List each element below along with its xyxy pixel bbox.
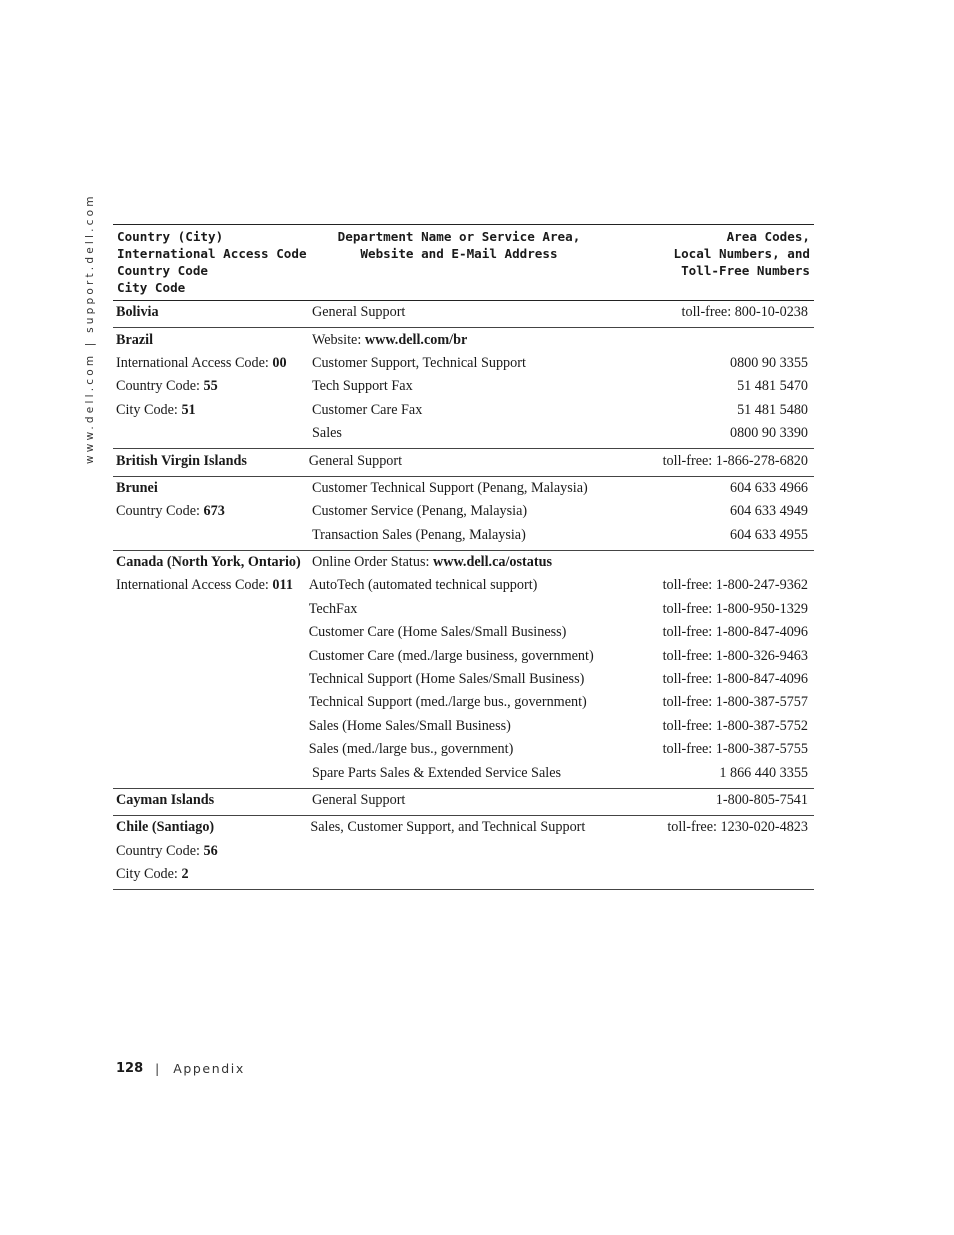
table-row <box>113 328 814 351</box>
footer-separator: | <box>155 1061 160 1076</box>
table-row <box>113 668 814 691</box>
phone-number: toll-free: 1-800-847-4096 <box>662 624 808 641</box>
country-cell <box>113 355 312 372</box>
table-row <box>113 598 814 621</box>
country-label: Brazil <box>116 331 154 348</box>
department-cell <box>312 527 672 544</box>
department-label: Website: <box>312 331 365 348</box>
department-label: Customer Service (Penang, Malaysia) <box>312 503 528 520</box>
table-row <box>113 863 814 886</box>
country-cell <box>113 503 312 520</box>
department-label: General Support <box>312 304 406 321</box>
side-website-label: www.dell.com | support.dell.com <box>84 193 96 464</box>
department-label: General Support <box>308 452 403 469</box>
department-label: Spare Parts Sales & Extended Service Sales <box>312 764 562 781</box>
department-label: Technical Support (Home Sales/Small Business) <box>308 671 585 688</box>
table-row <box>113 352 814 375</box>
country-group <box>113 551 814 789</box>
department-cell <box>309 601 663 618</box>
country-label: International Access Code: <box>116 354 273 371</box>
table-row <box>113 574 814 597</box>
department-cell <box>309 718 663 735</box>
department-cell <box>309 671 663 688</box>
department-cell <box>309 453 663 470</box>
table-row <box>113 422 814 445</box>
table-row <box>113 449 814 472</box>
table-row <box>113 840 814 863</box>
table-header <box>113 225 814 301</box>
phone-number: toll-free: 1-800-847-4096 <box>662 671 808 688</box>
table-row <box>113 551 814 574</box>
table-row <box>113 691 814 714</box>
department-label: Technical Support (med./large bus., government) <box>308 694 587 711</box>
page-number: 128 <box>116 1061 144 1076</box>
country-group <box>113 789 814 816</box>
country-cell <box>113 866 312 883</box>
country-cell <box>113 843 312 860</box>
phone-number: toll-free: 1-800-387-5755 <box>662 741 808 758</box>
department-label: Customer Technical Support (Penang, Malaysia) <box>312 479 588 496</box>
table-body <box>113 301 814 890</box>
country-label: Bolivia <box>116 304 159 321</box>
department-label: Sales <box>312 425 342 442</box>
department-label: AutoTech (automated technical support) <box>308 577 538 594</box>
code-value: 00 <box>272 354 287 371</box>
department-label: Customer Care (Home Sales/Small Business) <box>308 624 567 641</box>
country-cell <box>113 332 312 349</box>
page-footer <box>116 1061 245 1076</box>
country-group <box>113 477 814 551</box>
country-group <box>113 816 814 890</box>
phone-number: 604 633 4949 <box>729 503 808 520</box>
country-cell <box>113 402 312 419</box>
phone-number: 51 481 5470 <box>737 378 808 395</box>
phone-number: 51 481 5480 <box>737 401 808 418</box>
table-row <box>113 644 814 667</box>
contact-table <box>113 224 814 890</box>
header-numbers: Area Codes, Local Numbers, and Toll-Free Numbers <box>673 229 810 278</box>
department-cell <box>312 765 672 782</box>
department-cell <box>309 624 663 641</box>
phone-number: toll-free: 1-800-387-5757 <box>662 694 808 711</box>
table-row <box>113 301 814 324</box>
country-cell <box>113 819 310 836</box>
country-cell <box>113 577 309 594</box>
country-label: Brunei <box>116 479 158 496</box>
website-link[interactable]: www.dell.com/br <box>364 331 468 348</box>
phone-number: 604 633 4966 <box>729 479 808 496</box>
phone-number: toll-free: 800-10-0238 <box>681 304 808 321</box>
country-cell <box>113 453 309 470</box>
table-row <box>113 621 814 644</box>
department-label: Transaction Sales (Penang, Malaysia) <box>312 526 526 543</box>
code-value: 2 <box>181 866 189 883</box>
department-cell <box>312 503 672 520</box>
department-cell <box>312 355 672 372</box>
code-value: 51 <box>181 401 196 418</box>
website-link[interactable]: www.dell.ca/ostatus <box>432 554 552 571</box>
country-cell <box>113 792 312 809</box>
department-label: Customer Care Fax <box>312 401 423 418</box>
table-row <box>113 500 814 523</box>
phone-number: 0800 90 3390 <box>729 425 808 442</box>
department-cell <box>309 648 663 665</box>
country-group <box>113 328 814 449</box>
table-row <box>113 399 814 422</box>
country-label: Country Code: <box>116 378 204 395</box>
country-label: International Access Code: <box>116 577 273 594</box>
department-cell <box>309 741 663 758</box>
phone-number: toll-free: 1230-020-4823 <box>667 819 808 836</box>
department-cell <box>312 378 672 395</box>
department-cell <box>312 332 672 349</box>
country-label: City Code: <box>116 401 182 418</box>
phone-number: toll-free: 1-800-326-9463 <box>662 647 808 664</box>
department-cell <box>312 792 672 809</box>
country-label: British Virgin Islands <box>116 452 247 469</box>
header-country: Country (City) International Access Code Country Code City Code <box>117 229 307 295</box>
department-cell <box>310 819 667 836</box>
code-value: 56 <box>203 842 218 859</box>
country-label: Country Code: <box>116 842 204 859</box>
department-label: Sales (Home Sales/Small Business) <box>308 717 511 734</box>
department-label: TechFax <box>308 600 358 617</box>
table-row <box>113 738 814 761</box>
country-label: Canada (North York, Ontario) <box>116 554 301 571</box>
department-label: Customer Support, Technical Support <box>312 354 526 371</box>
phone-number: toll-free: 1-800-387-5752 <box>662 717 808 734</box>
country-label: Cayman Islands <box>116 792 215 808</box>
phone-number: 0800 90 3355 <box>729 354 808 371</box>
phone-number: 1-800-805-7541 <box>715 792 808 808</box>
country-label: Country Code: <box>116 503 204 520</box>
table-row <box>113 524 814 547</box>
country-label: Chile (Santiago) <box>116 819 215 836</box>
department-label: Sales, Customer Support, and Technical Support <box>310 819 586 836</box>
department-cell <box>312 304 672 321</box>
country-cell <box>113 554 312 571</box>
code-value: 673 <box>203 503 225 520</box>
department-label: Online Order Status: <box>312 554 433 571</box>
country-label: City Code: <box>116 866 182 883</box>
country-cell <box>113 304 312 321</box>
department-cell <box>309 694 663 711</box>
department-cell <box>312 480 672 497</box>
table-row <box>113 816 814 839</box>
table-row <box>113 761 814 784</box>
department-label: Customer Care (med./large business, government) <box>308 647 594 664</box>
table-row <box>113 715 814 738</box>
department-cell <box>312 554 672 571</box>
phone-number: toll-free: 1-800-950-1329 <box>662 600 808 617</box>
code-value: 55 <box>203 378 218 395</box>
department-cell <box>312 425 672 442</box>
section-name: Appendix <box>173 1061 245 1076</box>
department-label: Tech Support Fax <box>312 378 413 395</box>
country-group <box>113 449 814 476</box>
country-group <box>113 301 814 328</box>
phone-number: toll-free: 1-800-247-9362 <box>662 577 808 594</box>
country-cell <box>113 378 312 395</box>
department-cell <box>312 402 672 419</box>
table-row <box>113 375 814 398</box>
header-department: Department Name or Service Area, Website and E-Mail Address <box>337 229 581 261</box>
phone-number: toll-free: 1-866-278-6820 <box>662 452 808 469</box>
table-row <box>113 789 814 812</box>
phone-number: 604 633 4955 <box>729 526 808 543</box>
department-cell <box>309 577 663 594</box>
department-label: Sales (med./large bus., government) <box>308 741 514 758</box>
country-cell <box>113 480 312 497</box>
code-value: 011 <box>272 577 293 594</box>
department-label: General Support <box>312 792 406 808</box>
table-row <box>113 477 814 500</box>
phone-number: 1 866 440 3355 <box>719 764 808 781</box>
